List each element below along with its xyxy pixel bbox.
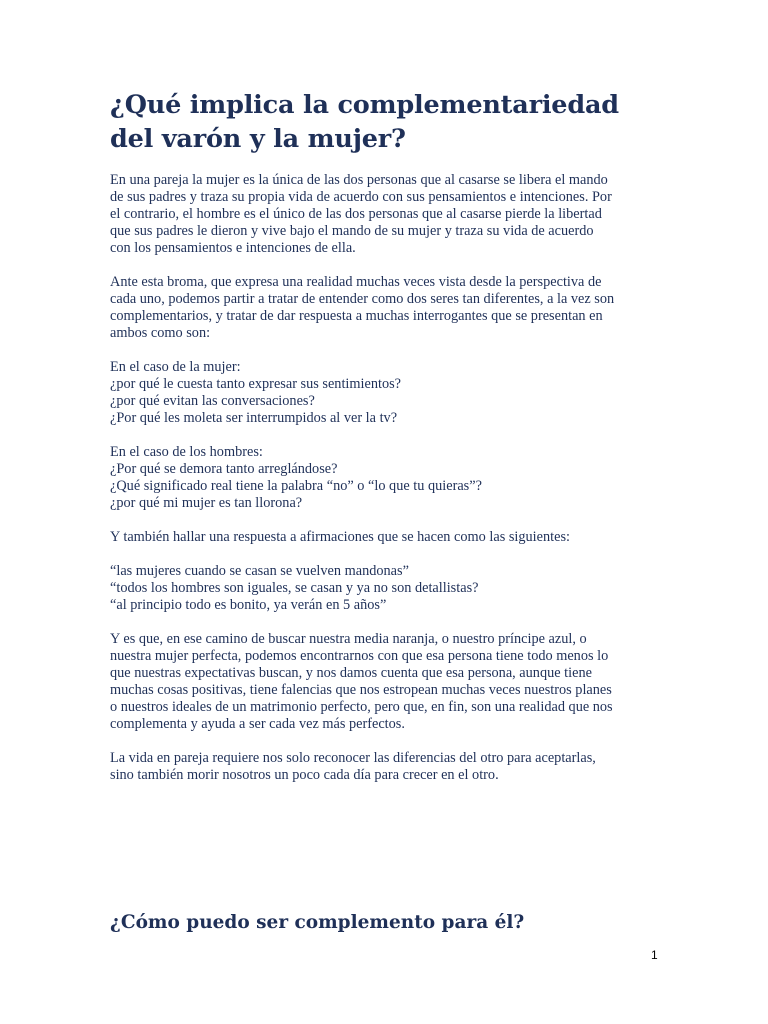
paragraph-line: Y es que, en ese camino de buscar nuestra media naranja, o nuestro príncipe azul, o xyxy=(110,631,587,647)
paragraph-line: el contrario, el hombre es el único de las dos personas que al casarse pierde la libertad xyxy=(110,206,602,222)
paragraph-line: muchas cosas positivas, tiene falencias que nos estropean muchas veces nuestros planes xyxy=(110,682,612,698)
question-list-women xyxy=(110,359,655,427)
document-title: ¿Qué implica la complementariedad del varón y la mujer? xyxy=(110,90,619,154)
paragraph-line: sino también morir nosotros un poco cada día para crecer en el otro. xyxy=(110,767,499,783)
list-item: ¿Por qué se demora tanto arreglándose? xyxy=(110,461,338,477)
question-list-men xyxy=(110,444,655,512)
list-item: ¿por qué le cuesta tanto expresar sus sentimientos? xyxy=(110,376,402,392)
paragraph-line: que sus padres le dieron y vive bajo el mando de su mujer y traza su vida de acuerdo xyxy=(110,223,594,239)
paragraph-line: La vida en pareja requiere nos solo reconocer las diferencias del otro para aceptarlas, xyxy=(110,750,596,766)
paragraph-line: o nuestros ideales de un matrimonio perfecto, pero que, en fin, son una realidad que nos xyxy=(110,699,613,715)
paragraph-line: complementa y ayuda a ser cada vez más perfectos. xyxy=(110,716,405,732)
list-heading: En el caso de los hombres: xyxy=(110,444,263,460)
paragraph xyxy=(110,631,655,733)
list-item: ¿por qué evitan las conversaciones? xyxy=(110,393,315,409)
paragraph xyxy=(110,750,655,784)
document-body xyxy=(110,172,655,784)
paragraph xyxy=(110,172,655,257)
document-content xyxy=(110,88,655,801)
list-item: ¿Por qué les moleta ser interrumpidos al ver la tv? xyxy=(110,410,398,426)
paragraph xyxy=(110,529,655,546)
quote-item: “al principio todo es bonito, ya verán en 5 años” xyxy=(110,597,387,613)
paragraph xyxy=(110,274,655,342)
quote-item: “las mujeres cuando se casan se vuelven mandonas” xyxy=(110,563,409,579)
list-heading: En el caso de la mujer: xyxy=(110,359,241,375)
page-number: 1 xyxy=(651,948,658,962)
list-item: ¿por qué mi mujer es tan llorona? xyxy=(110,495,303,511)
quote-item: “todos los hombres son iguales, se casan y ya no son detallistas? xyxy=(110,580,479,596)
list-item: ¿Qué significado real tiene la palabra “no” o “lo que tu quieras”? xyxy=(110,478,482,494)
paragraph-line: complementarios, y tratar de dar respuesta a muchas interrogantes que se presentan en xyxy=(110,308,603,324)
paragraph-line: Ante esta broma, que expresa una realidad muchas veces vista desde la perspectiva de xyxy=(110,274,602,290)
paragraph-line: nuestra mujer perfecta, podemos encontrarnos con que esa persona tiene todo menos lo xyxy=(110,648,609,664)
paragraph-line: de sus padres y traza su propia vida de acuerdo con sus pensamientos e intenciones. Por xyxy=(110,189,612,205)
quote-list xyxy=(110,563,655,614)
paragraph-line: que nuestras expectativas buscan, y nos damos cuenta que esa persona, aunque tiene xyxy=(110,665,592,681)
paragraph-line: Y también hallar una respuesta a afirmaciones que se hacen como las siguientes: xyxy=(110,529,570,545)
paragraph-line: En una pareja la mujer es la única de las dos personas que al casarse se libera el mando xyxy=(110,172,608,188)
paragraph-line: ambos como son: xyxy=(110,325,211,341)
paragraph-line: con los pensamientos e intenciones de ella. xyxy=(110,240,356,256)
paragraph-line: cada uno, podemos partir a tratar de entender como dos seres tan diferentes, a la vez son xyxy=(110,291,615,307)
section-heading: ¿Cómo puedo ser complemento para él? xyxy=(110,912,525,933)
